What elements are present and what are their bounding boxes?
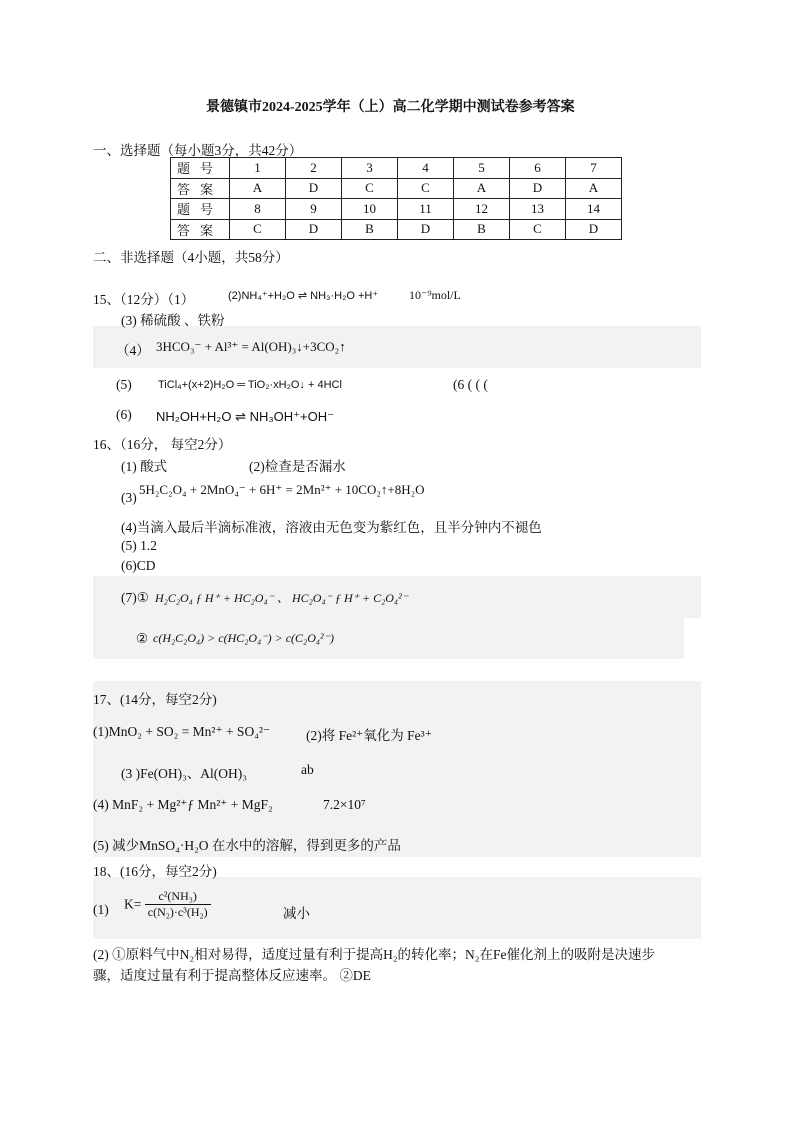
table-cell: 4: [398, 158, 454, 179]
equilibrium-constant-fraction: [145, 889, 211, 920]
table-cell: 1: [230, 158, 286, 179]
q18-heading: 18、(16分，每空2分): [93, 864, 217, 879]
table-cell: A: [566, 178, 622, 199]
q15-p6-label: (6): [116, 407, 132, 422]
section1-heading: 一、选择题（每小题3分，共42分）: [93, 143, 303, 158]
table-cell: 7: [566, 158, 622, 179]
table-cell: A: [230, 178, 286, 199]
table-cell: 12: [454, 199, 510, 220]
table-row: [171, 219, 622, 240]
row-label: 题号: [171, 158, 230, 179]
q18-p1b: 减小: [283, 906, 310, 921]
q15-p1-equation: (2)NH₄⁺+H₂O ⇌ NH₃·H₂O +H⁺: [228, 290, 379, 302]
q17-heading: 17、(14分，每空2分): [93, 692, 217, 707]
table-cell: D: [510, 178, 566, 199]
table-cell: B: [454, 219, 510, 240]
table-cell: 11: [398, 199, 454, 220]
q16-heading: 16、（16分， 每空2分）: [93, 437, 232, 452]
q16-p2: (2)检查是否漏水: [249, 459, 346, 474]
q17-p3: (3 )Fe(OH)₃、Al(OH)₃: [121, 766, 248, 781]
q15-p5-equation: TiCl₄+(x+2)H₂O ═ TiO₂·xH₂O↓ + 4HCl: [158, 379, 342, 391]
table-cell: 5: [454, 158, 510, 179]
q16-p3-equation: 5H₂C₂O₄ + 2MnO₄⁻ + 6H⁺ = 2Mn²⁺ + 10CO₂↑+8H₂O: [139, 482, 425, 497]
table-cell: C: [342, 178, 398, 199]
table-cell: C: [398, 178, 454, 199]
q18-p2-line1: (2) ①原料气中N₂相对易得，适度过量有利于提高H₂的转化率；N₂在Fe催化剂上的吸附是决速步: [93, 947, 655, 962]
q16-p3-label: (3): [121, 490, 137, 505]
table-cell: C: [510, 219, 566, 240]
q15-p4-equation: 3HCO₃⁻ + Al³⁺ = Al(OH)₃↓+3CO₂↑: [156, 339, 346, 354]
q18-p1-formula: [124, 889, 211, 920]
q15-heading: 15、（12分）（1）: [93, 292, 195, 307]
table-cell: B: [342, 219, 398, 240]
q16-p7b-label: ②: [136, 631, 149, 646]
table-cell: 3: [342, 158, 398, 179]
q16-p7-label: (7)①: [121, 590, 149, 605]
table-cell: D: [286, 219, 342, 240]
row-label: 答案: [171, 178, 230, 199]
q18-p2-line2: 骤，适度过量有利于提高整体反应速率。 ②DE: [93, 968, 371, 983]
q16-p4: (4)当滴入最后半滴标准液，溶液由无色变为紫红色，且半分钟内不褪色: [121, 520, 542, 535]
row-label: 题号: [171, 199, 230, 220]
q17-p1: (1)MnO₂ + SO₂ = Mn²⁺ + SO₄²⁻: [93, 724, 271, 739]
table-cell: D: [398, 219, 454, 240]
q17-p3b: ab: [301, 762, 314, 777]
row-label: 答案: [171, 219, 230, 240]
section2-heading: 二、非选择题（4小题，共58分）: [93, 250, 289, 265]
q15-p1-value: 10⁻⁹mol/L: [409, 288, 461, 302]
q15-p5-tail: (6 ( ( (: [453, 377, 488, 392]
table-cell: 14: [566, 199, 622, 220]
table-cell: 2: [286, 158, 342, 179]
q17-p5: (5) 减少MnSO₄·H₂O 在水中的溶解，得到更多的产品: [93, 838, 401, 853]
table-cell: C: [230, 219, 286, 240]
fraction-numerator: c²(NH₃): [145, 889, 211, 905]
table-cell: 6: [510, 158, 566, 179]
q17-p2: (2)将 Fe²⁺氧化为 Fe³⁺: [306, 728, 432, 743]
answer-table: [170, 157, 622, 240]
table-row: [171, 199, 622, 220]
page-title: 景德镇市2024-2025学年（上）高二化学期中测试卷参考答案: [206, 100, 575, 115]
table-cell: 13: [510, 199, 566, 220]
q16-p1: (1) 酸式: [121, 459, 168, 474]
table-row: [171, 158, 622, 179]
q15-p5-label: (5): [116, 377, 132, 392]
table-cell: 8: [230, 199, 286, 220]
table-cell: D: [566, 219, 622, 240]
q16-p6: (6)CD: [121, 558, 156, 573]
table-cell: A: [454, 178, 510, 199]
table-cell: 10: [342, 199, 398, 220]
q18-k-label: K=: [124, 896, 142, 912]
fraction-denominator: c(N₂)·c³(H₂): [147, 905, 208, 919]
q16-p7b-equation: c(H₂C₂O₄) > c(HC₂O₄⁻) > c(C₂O₄²⁻): [153, 631, 334, 645]
q17-p4: (4) MnF₂ + Mg²⁺ƒ Mn²⁺ + MgF₂: [93, 797, 273, 812]
table-row: [171, 178, 622, 199]
table-cell: 9: [286, 199, 342, 220]
q15-p3: (3) 稀硫酸 、铁粉: [121, 313, 225, 328]
q16-p7-equation: H₂C₂O₄ ƒ H⁺ + HC₂O₄⁻ 、 HC₂O₄⁻ ƒ H⁺ + C₂O₄²⁻: [155, 591, 409, 605]
q17-p4b: 7.2×10⁷: [323, 797, 366, 812]
q16-p5: (5) 1.2: [121, 538, 157, 553]
q15-p4-label: （4）: [116, 343, 150, 358]
table-cell: D: [286, 178, 342, 199]
q15-p6-equation: NH₂OH+H₂O ⇌ NH₃OH⁺+OH⁻: [156, 409, 334, 424]
q18-p1-label: (1): [93, 902, 109, 917]
